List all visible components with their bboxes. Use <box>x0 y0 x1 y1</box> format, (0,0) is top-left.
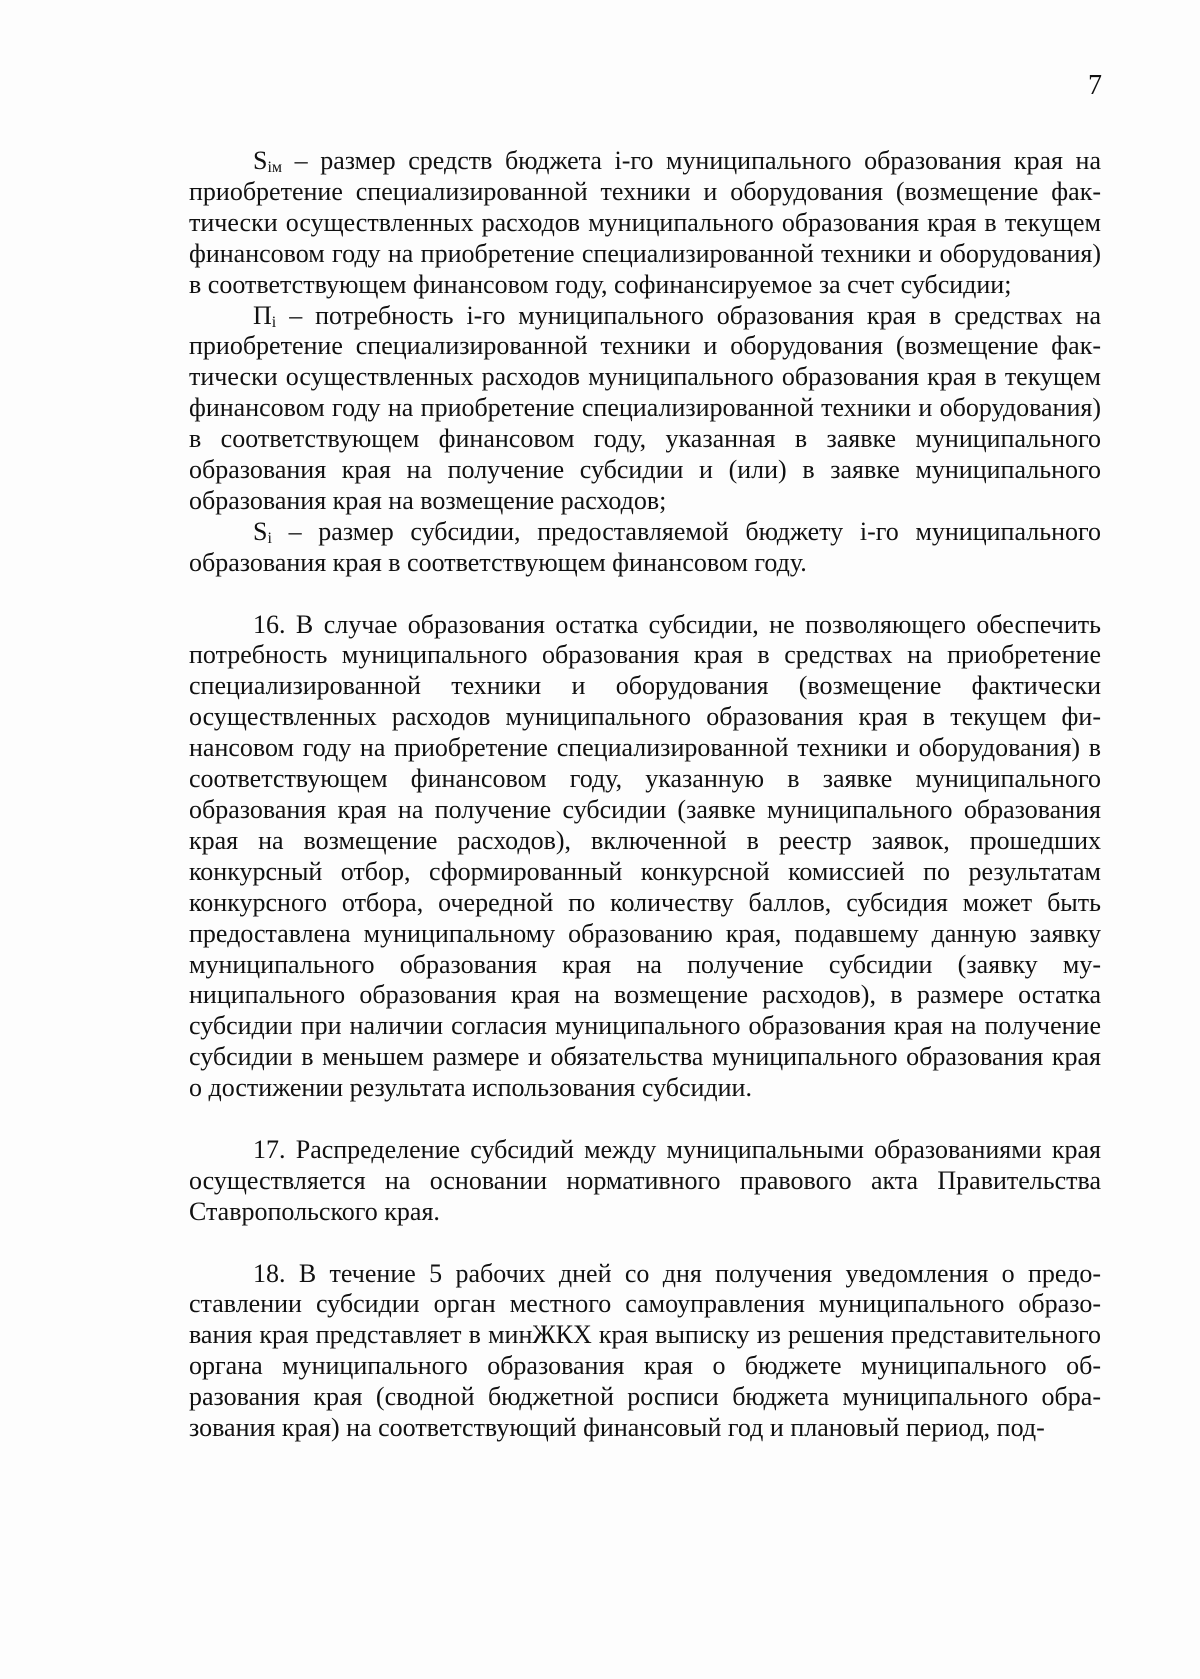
variable-symbol <box>253 301 276 330</box>
symbol-letter: П <box>253 300 272 330</box>
symbol-subscript: i <box>267 529 272 547</box>
definition-text: – потребность i-го муниципального образования края в средствах на приобретение специализированной техники и оборудования (возмещение фактически осуществленных расходов муниципального образования края в текущем финансовом году на приобретение специализированной техники и оборудования) в соответствующем финансовом году, указанная в заявке муниципального образования края на получение субсидии и (или) в заявке муниципального образования края на возмещение расходов; <box>189 300 1101 515</box>
variable-symbol <box>253 517 272 546</box>
variable-symbol <box>253 146 282 175</box>
symbol-subscript: i <box>271 313 277 331</box>
paragraph-18: 18. В течение 5 рабочих дней со дня получения уведомления о предоставлении субсидии орган местного самоуправления муниципального образования края представляет в минЖКХ края выписку из решения представительного органа муниципального образования края о бюджете муниципального образования края (сводной бюджетной росписи бюджета муниципального образования края) на соответствующий финансовый год и плановый период, под- <box>189 1258 1101 1443</box>
definition-p-i <box>189 301 1101 517</box>
paragraph-16: 16. В случае образования остатка субсидии, не позволяющего обеспечить потребность муниципального образования края в средствах на приобретение специализированной техники и оборудования (возмещение фактически осуществленных расходов муниципального образования края в текущем финансовом году на приобретение специализированной техники и оборудования) в соответствующем финансовом году, указанную в заявке муниципального образования края на получение субсидии (заявке муниципального образования края на возмещение расходов), включенной в реестр заявок, прошедших конкурсный отбор, сформированный конкурсной комиссией по результатам конкурсного отбора, очередной по количеству баллов, субсидия может быть предоставлена муниципальному образованию края, подавшему данную заявку муниципального образования края на получение субсидии (заявку муниципального образования края на возмещение расходов), в размере остатка субсидии при наличии согласия муниципального образования края на получение субсидии в меньшем размере и обязательства муниципального образования края о достижении результата использования субсидии. <box>189 609 1101 1103</box>
definition-text: – размер средств бюджета i-го муниципального образования края на приобретение специализированной техники и оборудования (возмещение фактически осуществленных расходов муниципального образования края в текущем финансовом году на приобретение специализированной техники и оборудования) в соответствующем финансовом году, софинансируемое за счет субсидии; <box>189 146 1101 299</box>
symbol-letter: S <box>253 516 268 546</box>
definition-text: – размер субсидии, предоставляемой бюджету i-го муниципального образования края в соответствующем финансовом году. <box>189 516 1101 577</box>
symbol-letter: S <box>253 146 268 175</box>
definition-s-i <box>189 517 1101 579</box>
definition-s-im <box>189 146 1101 301</box>
document-body <box>189 146 1101 1444</box>
symbol-subscript: iм <box>267 159 283 176</box>
paragraph-17: 17. Распределение субсидий между муниципальными образованиями края осуществляется на основании нормативного правового акта Правительства Ставропольского края. <box>189 1134 1101 1226</box>
page-number: 7 <box>1088 70 1102 101</box>
